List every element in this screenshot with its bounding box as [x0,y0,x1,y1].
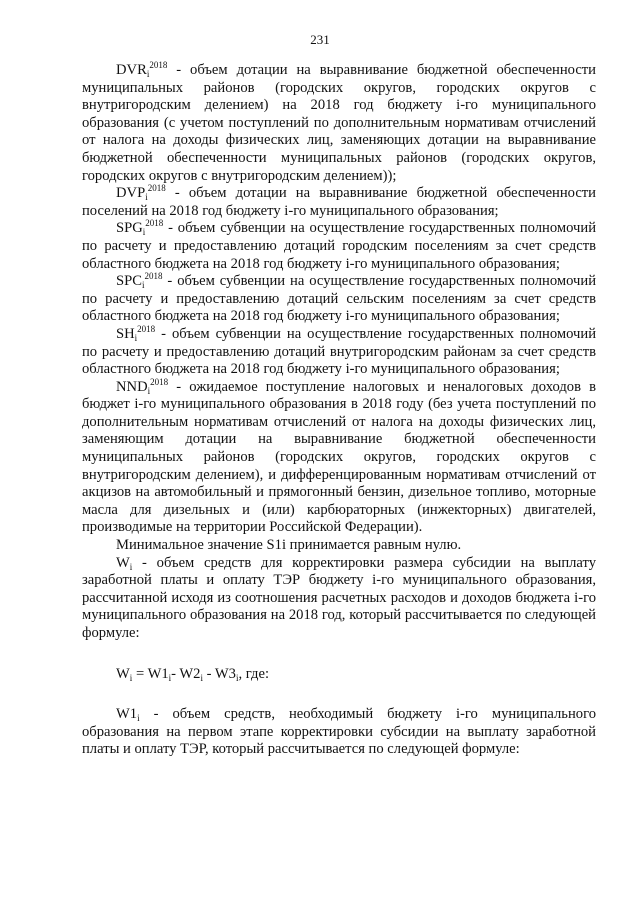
min-value-note: Минимальное значение S1i принимается равным нулю. [116,537,462,554]
page-number: 231 [310,32,330,47]
definition-text: - объем средств для корректировки размера субсидии на выплату заработной платы и оплату ТЭР бюджету i-го муниципального образования, рассчитанной исходя из соотношения расчетных расходов и доходов бюджета i-го муниципального образования на 2018 год, который рассчитывается по следующей формуле: [82,554,596,641]
symbol: SPG [116,220,143,237]
symbol: NND [116,378,148,395]
definition-dvp: $DVP_i^{2018}$ - объем дотации на выравнивание бюджетной обеспеченности поселений на 2018 год бюджету i-го муниципального образования; [82,183,596,219]
symbol: SH [116,325,135,342]
definition-nnd: $NND_i^{2018}$ - ожидаемое поступление налоговых и неналоговых доходов в бюджет i-го муниципального образования в 2018 году (без учета поступлений по дополнительным нормативам отчислений от налога на доходы физических лиц, заменяющим дотации на выравнивание бюджетной обеспеченности муниципальных районов (городских округов, городских округов с внутригородским делением), и дифференцированным нормативам отчислений от акцизов на автомобильный и прямогонный бензин, дизельное топливо, моторные масла для дизельных и (или) карбюраторных (инжекторных) двигателей, производимые на территории Российской Федерации). [82,376,596,536]
formula-w: $W_i = W1_i-$ $W2_i - W3_i$, где: [116,665,270,683]
definition-w1: $W1_i$ - объем средств, необходимый бюджету i-го муниципального образования на первом этапе корректировки субсидии на выплату заработной платы и оплату ТЭР, который рассчитывается по следующей формуле: [82,706,596,758]
definition-text: - объем субвенции на осуществление государственных полномочий по расчету и предоставлению дотаций сельским поселениям за счет средств областного бюджета на 2018 год бюджету i-го муниципального образования; [82,273,596,325]
definition-w: $W_i$ - объем средств для корректировки размера субсидии на выплату заработной платы и оплату ТЭР бюджету i-го муниципального образования, рассчитанной исходя из соотношения расчетных расходов и доходов бюджета i-го муниципального образования на 2018 год, который рассчитывается по следующей формуле: [82,554,596,641]
definition-text: - объем субвенции на осуществление государственных полномочий по расчету и предоставлению дотаций городским поселениям за счет средств областного бюджета на 2018 год бюджету i-го муниципального образования; [82,220,596,272]
definition-dvr: $DVR_i^{2018}$ - объем дотации на выравнивание бюджетной обеспеченности муниципальных районов (городских округов, городских округов с внутригородским делением) на 2018 год бюджету i-го муниципального образования (с учетом поступлений по дополнительным нормативам отчислений от налога на доходы физических лиц, заменяющих дотации на выравнивание бюджетной обеспеченности муниципальных районов (городских округов, городских округов с внутригородским делением)); [82,60,596,184]
definition-text: - объем дотации на выравнивание бюджетной обеспеченности поселений на 2018 год бюджету i-го муниципального образования; [82,185,596,219]
document-body [82,62,596,759]
definition-text: - объем субвенции на осуществление государственных полномочий по расчету и предоставлению дотаций внутригородским районам за счет средств областного бюджета на 2018 год бюджету i-го муниципального образования; [82,325,596,378]
symbol: DVR [116,62,147,78]
symbol: SPC [116,273,142,290]
definition-spg: $SPG_i^{2018}$ - объем субвенции на осуществление государственных полномочий по расчету и предоставлению дотаций городским поселениям за счет средств областного бюджета на 2018 год бюджету i-го муниципального образования; [82,218,596,272]
symbol: W [116,554,130,571]
definition-text: - объем средств, необходимый бюджету i-го муниципального образования на первом этапе корректировки субсидии на выплату заработной платы и оплату ТЭР, который рассчитывается по следующей формуле: [82,706,596,758]
definition-spc: $SPC_i^{2018}$ - объем субвенции на осуществление государственных полномочий по расчету и предоставлению дотаций сельским поселениям за счет средств областного бюджета на 2018 год бюджету i-го муниципального образования; [82,271,596,325]
definition-sh: $SH_i^{2018}$ - объем субвенции на осуществление государственных полномочий по расчету и предоставлению дотаций внутригородским районам за счет средств областного бюджета на 2018 год бюджету i-го муниципального образования; [82,323,596,378]
symbol: W1 [116,706,138,723]
symbol: DVP [116,185,146,202]
definition-text: - объем дотации на выравнивание бюджетной обеспеченности муниципальных районов (городских округов, городских округов с внутригородским делением) на 2018 год бюджету i-го муниципального образования (с учетом поступлений по дополнительным нормативам отчислений от налога на доходы физических лиц, заменяющих дотации на выравнивание бюджетной обеспеченности муниципальных районов (городских округов, городских округов с внутригородским делением)); [82,62,596,184]
definition-text: - ожидаемое поступление налоговых и неналоговых доходов в бюджет i-го муниципального образования в 2018 году (без учета поступлений по дополнительным нормативам отчислений от налога на доходы физических лиц, заменяющим дотации на выравнивание бюджетной обеспеченности муниципальных районов (городских округов, городских округов с внутригородским делением), и дифференцированным нормативам отчислений от акцизов на автомобильный и прямогонный бензин, дизельное топливо, моторные масла для дизельных и (или) карбюраторных (инжекторных) двигателей, производимые на территории Российской Федерации). [82,378,596,536]
